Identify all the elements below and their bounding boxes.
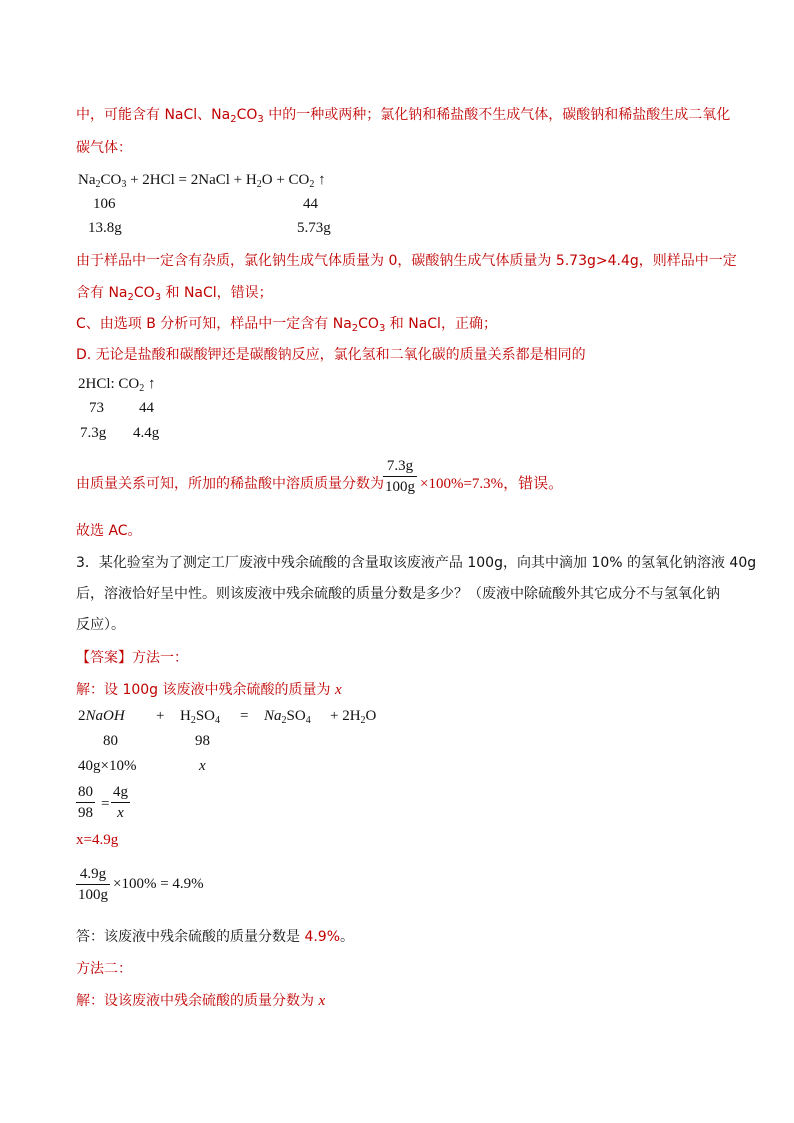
eq1-given-na2co3: 13.8g xyxy=(88,220,122,236)
eq2-given-hcl: 7.3g xyxy=(80,425,107,441)
x-result: x=4.9g xyxy=(76,832,119,848)
para-d: D. 无论是盐酸和碳酸钾还是碳酸钠反应，氯化氢和二氧化碳的质量关系都是相同的 xyxy=(76,347,586,363)
eq1-mass-na2co3: 106 xyxy=(93,196,116,212)
answer-label: 【答案】 xyxy=(76,650,132,666)
answer-method-1: 答：该废液中残余硫酸的质量分数是 4.9%。 xyxy=(76,929,355,945)
method-1-label: 方法一： xyxy=(132,650,188,666)
eq3-mass-naoh: 80 xyxy=(103,733,118,749)
answer-header xyxy=(76,647,188,667)
conclusion-prefix: 由质量关系可知，所加的稀盐酸中溶质质量分数为 xyxy=(76,476,384,492)
para-c: C、由选项 B 分析可知，样品中一定含有 $Na_2CO_3$ 和 NaCl，正确； xyxy=(76,316,497,334)
eq3-mass-h2so4: 98 xyxy=(195,733,210,749)
ratio-fraction-80-98: $\frac{80}{98}$ xyxy=(78,784,93,821)
para-b-line-2: 含有 $Na_2CO_3$ 和 NaCl，错误； xyxy=(76,285,273,303)
percent-result: ×100% = 4.9% xyxy=(113,876,204,892)
equation-na2co3-hcl: $Na_2CO_3 + 2HCl$ = 2NaCl + $H_2O + CO_2$ ↑ xyxy=(78,172,326,190)
intro-line-1: 中，可能含有 NaCl、$Na_2CO_3$ 中的一种或两种；氯化钠和稀盐酸不生成气体，碳酸钠和稀盐酸生成二氧化 xyxy=(76,107,731,125)
eq3-h2so4: $H_2SO_4$ xyxy=(180,708,221,726)
choice-answer: 故选 AC。 xyxy=(76,523,142,539)
equation-hcl-co2: 2HCl: $CO_2$ ↑ xyxy=(78,376,156,394)
question-3-line-3: 反应）。 xyxy=(76,617,125,633)
solution-1-setup: 解：设 100g 该废液中残余硫酸的质量为 x xyxy=(76,682,342,698)
eq3-given-naoh: 40g×10% xyxy=(78,758,137,774)
method-2-label: 方法二： xyxy=(76,961,132,977)
eq2-given-co2: 4.4g xyxy=(133,425,160,441)
eq3-unknown-x: x xyxy=(199,758,206,774)
ratio-equals: = xyxy=(101,796,110,812)
equation-naoh-h2so4: 2NaOH xyxy=(78,708,125,724)
eq3-equals: = xyxy=(240,708,249,724)
fraction-7-3-over-100: $\frac{7.3g}{100g}$ xyxy=(385,458,415,495)
intro-line-2: 碳气体： xyxy=(76,140,132,156)
eq2-mass-co2: 44 xyxy=(139,400,154,416)
question-3-line-2: 后，溶液恰好呈中性。则该废液中残余硫酸的质量分数是多少？（废液中除硫酸外其它成分不与氢氧化钠 xyxy=(76,586,720,602)
eq3-h2o: + $2H_2O$ xyxy=(330,708,377,726)
conclusion-suffix: ×100%=7.3%，错误。 xyxy=(420,476,564,492)
question-3-line-1: 3．某化验室为了测定工厂废液中残余硫酸的含量取该废液产品 100g，向其中滴加 10% 的氢氧化钠溶液 40g xyxy=(76,555,757,571)
para-b-line-1: 由于样品中一定含有杂质，氯化钠生成气体质量为 0，碳酸钠生成气体质量为 5.73g>4.4g，则样品中一定 xyxy=(76,253,737,269)
eq1-mass-co2: 44 xyxy=(303,196,318,212)
eq3-na2so4: $Na_2SO_4$ xyxy=(264,708,311,726)
eq1-given-co2: 5.73g xyxy=(297,220,331,236)
percent-fraction: $\frac{4.9g}{100g}$ xyxy=(78,866,108,903)
ratio-fraction-4g-x: $\frac{4g}{x}$ xyxy=(113,784,128,821)
eq3-plus: + xyxy=(156,708,165,724)
eq2-mass-hcl: 73 xyxy=(89,400,104,416)
solution-2-setup: 解：设该废液中残余硫酸的质量分数为 x xyxy=(76,993,326,1009)
